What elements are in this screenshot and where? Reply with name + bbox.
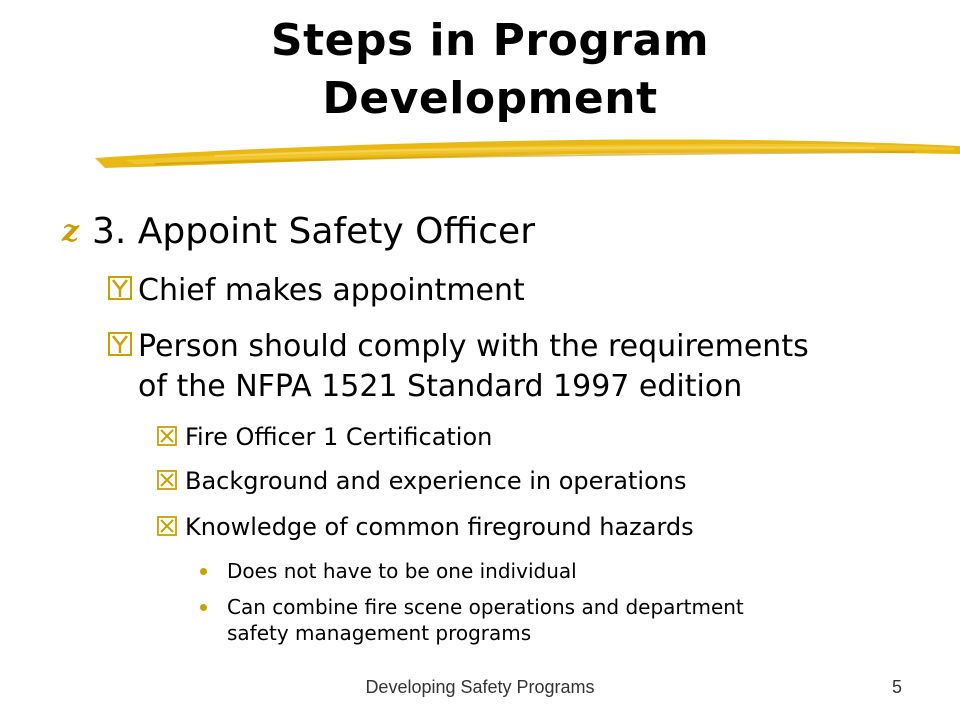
x-checkbox-icon	[157, 516, 177, 536]
z-bullet-icon: z	[62, 214, 80, 249]
level3-text: Knowledge of common fireground hazards	[185, 513, 694, 541]
dot-bullet-icon	[200, 604, 207, 611]
level3-text: Background and experience in operations	[185, 467, 687, 495]
level2-text: Chief makes appointment	[138, 273, 525, 308]
level3-text: Fire Officer 1 Certification	[185, 423, 493, 451]
y-checkbox-icon	[108, 276, 132, 300]
footer-title: Developing Safety Programs	[365, 677, 595, 697]
title-line-1: Steps in Program	[270, 15, 710, 66]
level1-text: 3. Appoint Safety Officer	[92, 211, 536, 252]
title-line-2: Development	[322, 73, 658, 124]
level4-text-continued: safety management programs	[227, 621, 532, 645]
slide-title	[140, 12, 840, 128]
y-checkbox-icon	[108, 332, 132, 356]
page-number: 5	[891, 677, 902, 697]
level2-text: Person should comply with the requirements	[138, 329, 809, 364]
brush-stroke-underline	[95, 128, 960, 174]
x-checkbox-icon	[157, 426, 177, 446]
x-checkbox-icon	[157, 470, 177, 490]
dot-bullet-icon	[200, 568, 207, 575]
level4-text: Can combine fire scene operations and department	[227, 595, 744, 619]
level4-text: Does not have to be one individual	[227, 559, 577, 583]
level2-text-continued: of the NFPA 1521 Standard 1997 edition	[138, 369, 743, 404]
